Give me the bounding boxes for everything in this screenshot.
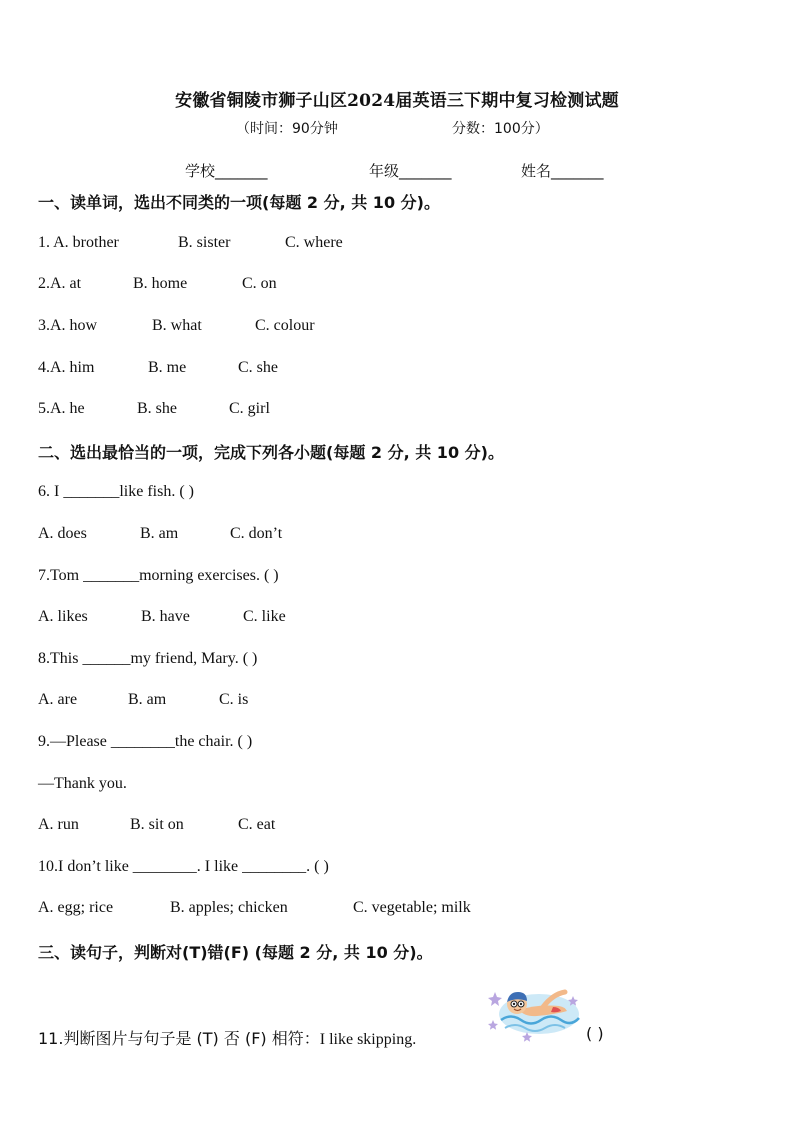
grade-field: 年级_______ [369,162,452,180]
swimmer-icon [487,980,582,1042]
page-title: 安徽省铜陵市狮子山区2024届英语三下期中复习检测试题 [175,91,619,111]
question-1-a: 1. A. brother [38,234,119,251]
question-3-c: C. colour [255,317,315,334]
question-5-b: B. she [137,400,177,417]
question-7-b: B. have [141,608,190,625]
name-field: 姓名_______ [521,162,604,180]
question-6-b: B. am [140,525,179,542]
question-7-stem: 7.Tom _______morning exercises. ( ) [38,567,279,584]
question-5-a: 5.A. he [38,400,85,417]
question-3-b: B. what [152,317,202,334]
question-10-stem: 10.I don’t like ________. I like ________. ( ) [38,858,329,875]
section-2-heading: 二、选出最恰当的一项，完成下列各小题(每题 2 分, 共 10 分)。 [38,443,504,462]
question-9-a: A. run [38,816,79,833]
question-10-b: B. apples; chicken [170,899,288,916]
question-9-b: B. sit on [130,816,184,833]
question-8-a: A. are [38,691,78,708]
question-10-c: C. vegetable; milk [353,899,471,916]
question-11-prompt [38,1026,416,1049]
question-6-a: A. does [38,525,87,542]
question-10-a: A. egg; rice [38,899,114,916]
section-3-heading: 三、读句子，判断对(T)错(F) (每题 2 分, 共 10 分)。 [38,943,433,962]
question-2-c: C. on [242,275,277,292]
question-4-a: 4.A. him [38,359,95,376]
question-8-c: C. is [219,691,249,708]
question-11-prefix: 11.判断图片与句子是 (T) 否 (F) 相符： [38,1029,320,1048]
question-1-c: C. where [285,234,343,251]
question-9-reply: —Thank you. [38,775,127,792]
question-8-b: B. am [128,691,167,708]
question-5-c: C. girl [229,400,270,417]
answer-parenthesis: ( ) [586,1024,604,1043]
question-1-b: B. sister [178,234,231,251]
question-7-c: C. like [243,608,286,625]
question-6-c: C. don’t [230,525,283,542]
question-9-c: C. eat [238,816,276,833]
question-2-b: B. home [133,275,188,292]
question-11-sentence: I like skipping. [319,1031,417,1048]
section-1-heading: 一、读单词，选出不同类的一项(每题 2 分, 共 10 分)。 [38,193,440,212]
question-9-stem: 9.—Please ________the chair. ( ) [38,733,253,750]
exam-score: 分数：100分） [452,121,549,137]
question-4-c: C. she [238,359,278,376]
question-8-stem: 8.This ______my friend, Mary. ( ) [38,650,258,667]
question-3-a: 3.A. how [38,317,98,334]
question-6-stem: 6. I _______like fish. ( ) [38,483,194,500]
exam-time: （时间：90分钟 [236,121,338,137]
question-7-a: A. likes [38,608,88,625]
school-field: 学校_______ [185,162,268,180]
question-2-a: 2.A. at [38,275,82,292]
question-4-b: B. me [148,359,187,376]
